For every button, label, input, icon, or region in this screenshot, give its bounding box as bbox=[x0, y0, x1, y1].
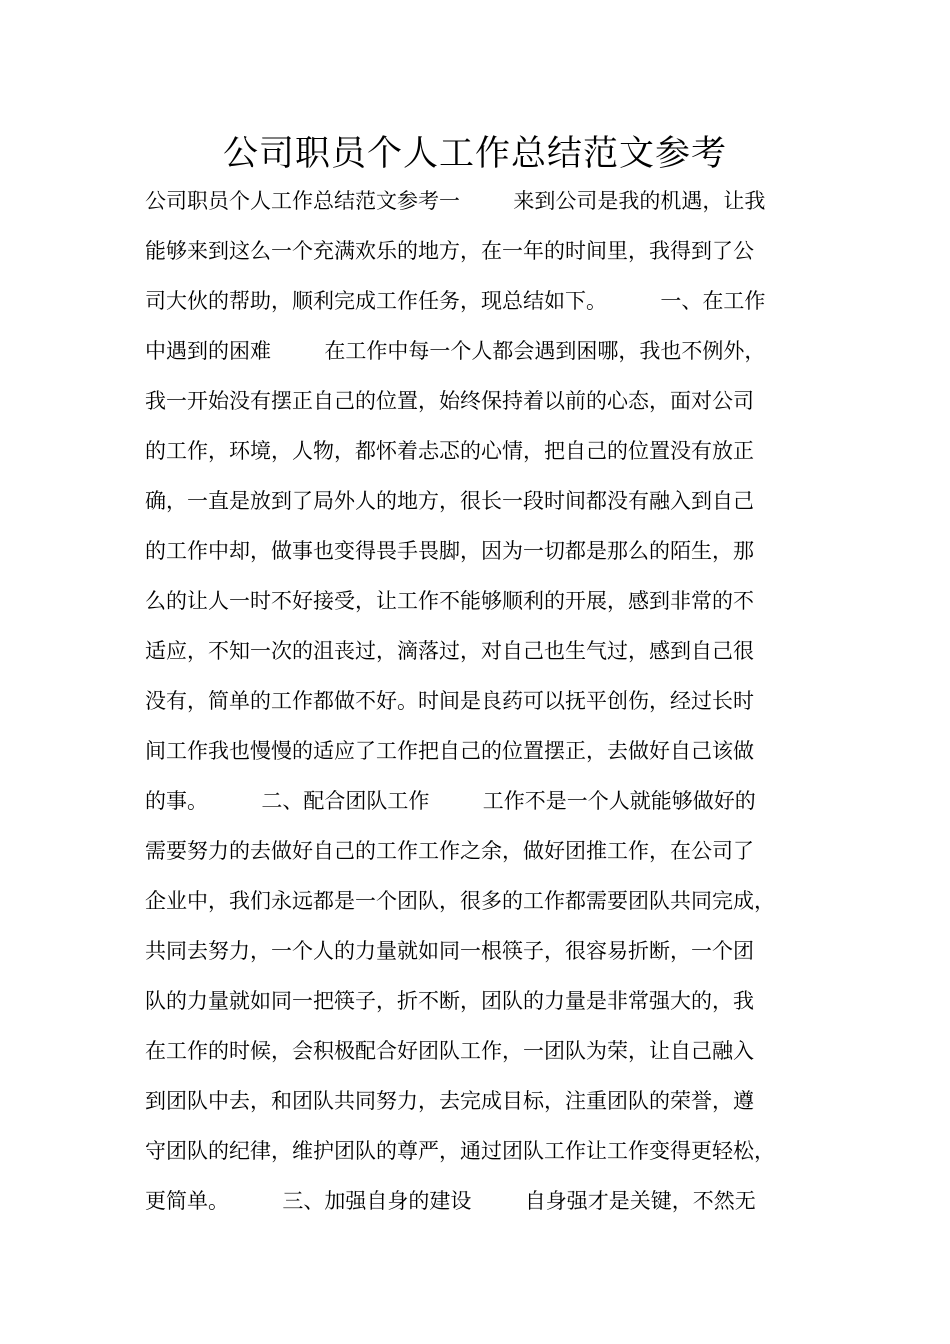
body-line: 中遇到的困难 在工作中每一个人都会遇到困哪，我也不例外， bbox=[145, 339, 766, 363]
body-line: 共同去努力，一个人的力量就如同一根筷子，很容易折断，一个团 bbox=[145, 939, 754, 963]
body-line: 么的让人一时不好接受，让工作不能够顺利的开展，感到非常的不 bbox=[145, 589, 754, 613]
body-line: 司大伙的帮助，顺利完成工作任务，现总结如下。 一、在工作 bbox=[145, 289, 766, 313]
body-line: 能够来到这么一个充满欢乐的地方，在一年的时间里，我得到了公 bbox=[145, 239, 754, 263]
body-line: 间工作我也慢慢的适应了工作把自己的位置摆正，去做好自己该做 bbox=[145, 739, 754, 763]
body-line: 更简单。 三、加强自身的建设 自身强才是关键，不然无 bbox=[145, 1189, 756, 1213]
body-line: 需要努力的去做好自己的工作工作之余，做好团推工作，在公司了 bbox=[145, 839, 754, 863]
body-line: 适应，不知一次的沮丧过，滴落过，对自己也生气过，感到自己很 bbox=[145, 639, 754, 663]
body-line: 企业中，我们永远都是一个团队，很多的工作都需要团队共同完成， bbox=[145, 889, 775, 913]
body-line: 的工作中却，做事也变得畏手畏脚，因为一切都是那么的陌生，那 bbox=[145, 539, 754, 563]
document-title: 公司职员个人工作总结范文参考 bbox=[222, 134, 727, 174]
document-body bbox=[145, 176, 825, 1226]
body-line: 在工作的时候，会积极配合好团队工作，一团队为荣，让自己融入 bbox=[145, 1039, 754, 1063]
body-line: 的工作，环境，人物，都怀着忐忑的心情，把自己的位置没有放正 bbox=[145, 439, 754, 463]
body-line: 公司职员个人工作总结范文参考一 来到公司是我的机遇，让我 bbox=[145, 189, 766, 213]
body-line: 到团队中去，和团队共同努力，去完成目标，注重团队的荣誉，遵 bbox=[145, 1089, 754, 1113]
body-line: 队的力量就如同一把筷子，折不断，团队的力量是非常强大的，我 bbox=[145, 989, 754, 1013]
body-line: 的事。 二、配合团队工作 工作不是一个人就能够做好的 bbox=[145, 789, 756, 813]
body-line: 守团队的纪律，维护团队的尊严，通过团队工作让工作变得更轻松， bbox=[145, 1139, 775, 1163]
body-line: 确，一直是放到了局外人的地方，很长一段时间都没有融入到自己 bbox=[145, 489, 754, 513]
body-line: 没有，简单的工作都做不好。时间是良药可以抚平创伤，经过长时 bbox=[145, 689, 754, 713]
body-line: 我一开始没有摆正自己的位置，始终保持着以前的心态，面对公司 bbox=[145, 389, 754, 413]
